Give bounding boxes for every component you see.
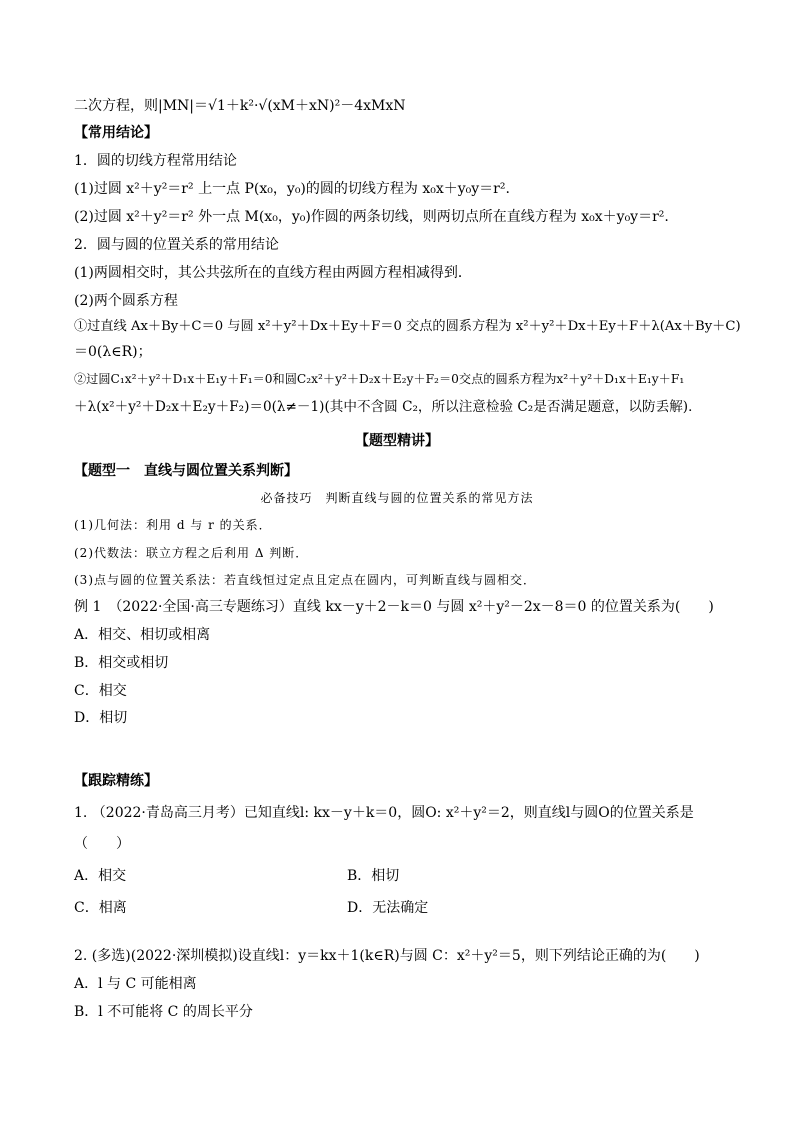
conclusion-1-title: 1．圆的切线方程常用结论 — [74, 153, 237, 169]
top-formula: 二次方程，则|MN|＝√1＋k²·√(xM＋xN)²－4xMxN — [74, 98, 406, 114]
section-explain: 【题型精讲】 — [355, 433, 439, 449]
example-1-option-c: C．相交 — [74, 683, 127, 699]
question-2-option-b: B．l 不可能将 C 的周长平分 — [74, 1004, 253, 1020]
circle-family-2a: ②过圆C₁x²＋y²＋D₁x＋E₁y＋F₁＝0和圆C₂x²＋y²＋D₂x＋E₂y＋F₂＝0交点的圆系方程为x²＋y²＋D₁x＋E₁y＋F₁ — [74, 372, 685, 386]
circle-family-1b: ＝0(λ∈R)； — [74, 344, 152, 360]
section-follow: 【跟踪精练】 — [74, 773, 158, 789]
example-1-option-d: D．相切 — [74, 710, 128, 726]
circle-family-1a: ①过直线 Ax＋By＋C＝0 与圆 x²＋y²＋Dx＋Ey＋F＝0 交点的圆系方程为 x²＋y²＋Dx＋Ey＋F＋λ(Ax＋By＋C) — [74, 319, 741, 334]
conclusion-2-item-2: (2)两个圆系方程 — [74, 293, 178, 309]
question-1-option-a: A．相交 — [74, 868, 127, 884]
skill-3: (3)点与圆的位置关系法：若直线恒过定点且定点在圆内，可判断直线与圆相交． — [74, 573, 537, 587]
question-2-option-a: A．l 与 C 可能相离 — [74, 976, 197, 992]
conclusion-2-title: 2．圆与圆的位置关系的常用结论 — [74, 237, 279, 253]
question-1-paren: （ ） — [74, 836, 130, 852]
skill-1: (1)几何法：利用 d 与 r 的关系． — [74, 518, 272, 532]
circle-family-2b: ＋λ(x²＋y²＋D₂x＋E₂y＋F₂)＝0(λ≠－1)(其中不含圆 C₂，所以注意检验 C₂是否满足题意，以防丢解)． — [74, 399, 702, 415]
conclusion-2-item-1: (1)两圆相交时，其公共弦所在的直线方程由两圆方程相减得到． — [74, 265, 472, 281]
example-1-option-a: A．相交、相切或相离 — [74, 627, 211, 643]
conclusion-1-item-2: (2)过圆 x²＋y²＝r² 外一点 M(x₀，y₀)作圆的两条切线，则两切点所在直线方程为 x₀x＋y₀y＝r². — [74, 209, 669, 225]
type-1-title: 【题型一 直线与圆位置关系判断】 — [74, 463, 298, 479]
question-2-stem: 2. (多选)(2022·深圳模拟)设直线l：y＝kx＋1(k∈R)与圆 C：x²＋y²＝5，则下列结论正确的为( ) — [74, 948, 700, 964]
question-1-option-d: D．无法确定 — [347, 900, 429, 916]
section-common-conclusions: 【常用结论】 — [74, 125, 158, 141]
skill-2: (2)代数法：联立方程之后利用 Δ 判断． — [74, 546, 309, 560]
conclusion-1-item-1: (1)过圆 x²＋y²＝r² 上一点 P(x₀，y₀)的圆的切线方程为 x₀x＋y₀y＝r². — [74, 181, 510, 197]
question-1-option-b: B．相切 — [347, 868, 400, 884]
example-1-stem: 例 1 （2022·全国·高三专题练习）直线 kx－y＋2－k＝0 与圆 x²＋y²－2x－8＝0 的位置关系为( ) — [74, 599, 714, 615]
question-1-option-c: C．相离 — [74, 900, 127, 916]
skill-title: 必备技巧 判断直线与圆的位置关系的常见方法 — [260, 491, 534, 505]
example-1-option-b: B．相交或相切 — [74, 655, 169, 671]
question-1-stem: 1. （2022·青岛高三月考）已知直线l: kx－y＋k＝0，圆O: x²＋y²＝2，则直线l与圆O的位置关系是 — [74, 805, 694, 821]
